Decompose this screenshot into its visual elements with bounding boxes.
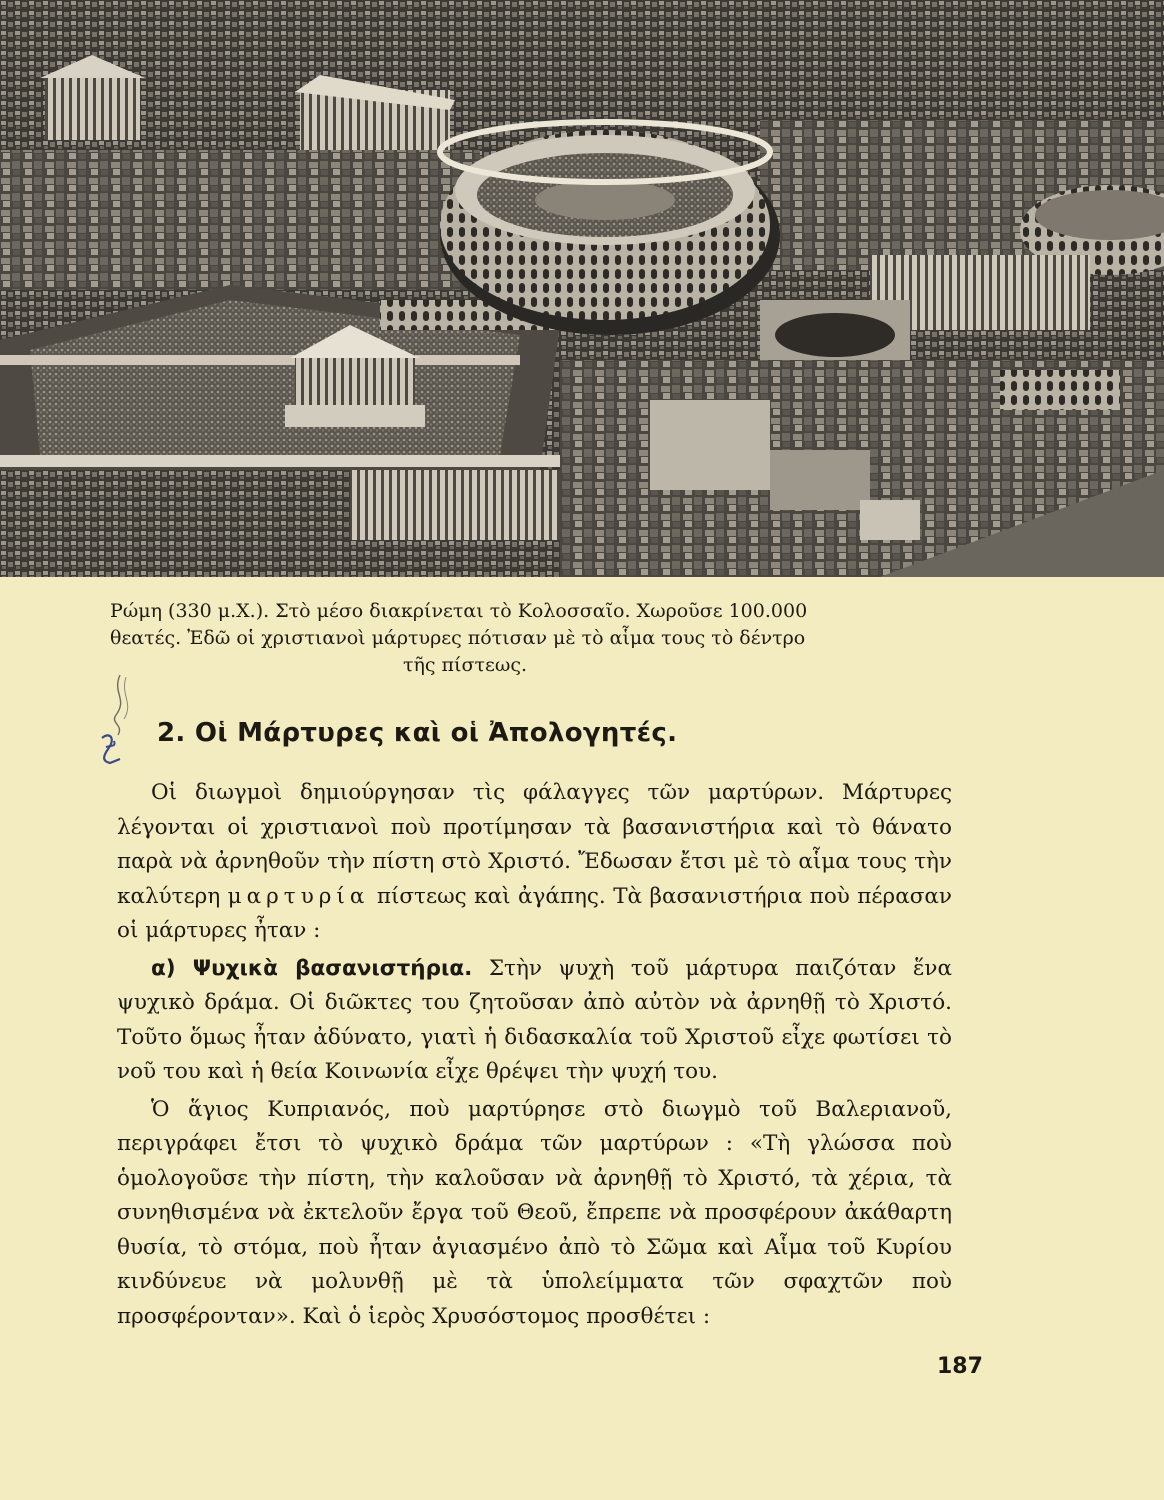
page-number: 187: [937, 1354, 983, 1379]
caption-line-3: τῆς πίστεως.: [402, 654, 527, 676]
caption-line-2: θεατές. Ἐδῶ οἱ χριστιανοὶ μάρτυρες πότισαν μὲ τὸ αἷμα τους τὸ δέντρο: [110, 627, 806, 649]
pencil-scribble-icon: [98, 675, 148, 775]
photo-caption: [110, 598, 900, 679]
handwritten-marginalia: [98, 675, 148, 775]
body-text: [117, 776, 952, 1337]
subheading-psychological-tortures: α) Ψυχικὰ βασανιστήρια.: [151, 955, 473, 981]
paragraph-2-text: Στὴν ψυχὴ τοῦ μάρτυρα παιζόταν ἕνα ψυχικὸ δράμα. Οἱ διῶκτες του ζητοῦσαν ἀπὸ αὐτὸν νὰ ἀρνηθῇ τὸ Χριστό. Τοῦτο ὅμως ἦταν ἀδύνατο, γιατὶ ἡ διδασκαλία τοῦ Χριστοῦ εἶχε φωτίσει τὸ νοῦ του καὶ ἡ θεία Κοινωνία εἶχε θρέψει τὴν ψυχή του.: [117, 955, 952, 1084]
caption-line-1: Ρώμη (330 μ.Χ.). Στὸ μέσο διακρίνεται τὸ Κολοσσαῖο. Χωροῦσε 100.000: [110, 600, 808, 622]
paragraph-3: Ὁ ἅγιος Κυπριανός, ποὺ μαρτύρησε στὸ διωγμὸ τοῦ Βαλεριανοῦ, περιγράφει ἔτσι τὸ ψυχικὸ δράμα τῶν μαρτύρων : «Τὴ γλώσσα ποὺ ὁμολογοῦσε τὴν πίστη, τὴν καλοῦσαν νὰ ἀρνηθῇ τὸ Χριστό, τὰ χέρια, τὰ συνηθισμένα νὰ ἐκτελοῦν ἔργα τοῦ Θεοῦ, ἔπρεπε νὰ προσφέρουν ἀκάθαρτη θυσία, τὸ στόμα, ποὺ ἦταν ἁγιασμένο ἀπὸ τὸ Σῶμα καὶ Αἷμα τοῦ Κυρίου κινδύνευε νὰ μολυνθῇ μὲ τὰ ὑπολείμματα τῶν σφαχτῶν ποὺ προσφέρονταν». Καὶ ὁ ἱερὸς Χρυσόστομος προσθέτει :: [117, 1096, 952, 1329]
photo-rome-colosseum: [0, 0, 1164, 577]
photo-illustration: [0, 0, 1164, 577]
paragraph-2: [117, 952, 952, 1090]
paragraph-1: [117, 776, 952, 949]
paragraph-1-part-a: Οἱ διωγμοὶ δημιούργησαν τὶς φάλαγγες τῶν μαρτύρων. Μάρτυρες λέγονται οἱ χριστιανοὶ ποὺ προτίμησαν τὰ βασανιστήρια καὶ τὸ θάνατο παρὰ νὰ ἀρνηθοῦν τὴν πίστη στὸ Χριστό. Ἔδωσαν ἔτσι μὲ τὸ αἷμα τους τὴν καλύτερη: [117, 780, 952, 909]
section-heading: 2. Οἱ Μάρτυρες καὶ οἱ Ἀπολογητές.: [157, 718, 678, 748]
paragraph-1-spaced-word: μαρτυρία: [227, 883, 370, 909]
paragraph-1-part-b: πίστεως καὶ ἀγάπης. Τὰ βασανιστήρια ποὺ πέρασαν οἱ μάρτυρες ἦταν :: [117, 883, 952, 943]
